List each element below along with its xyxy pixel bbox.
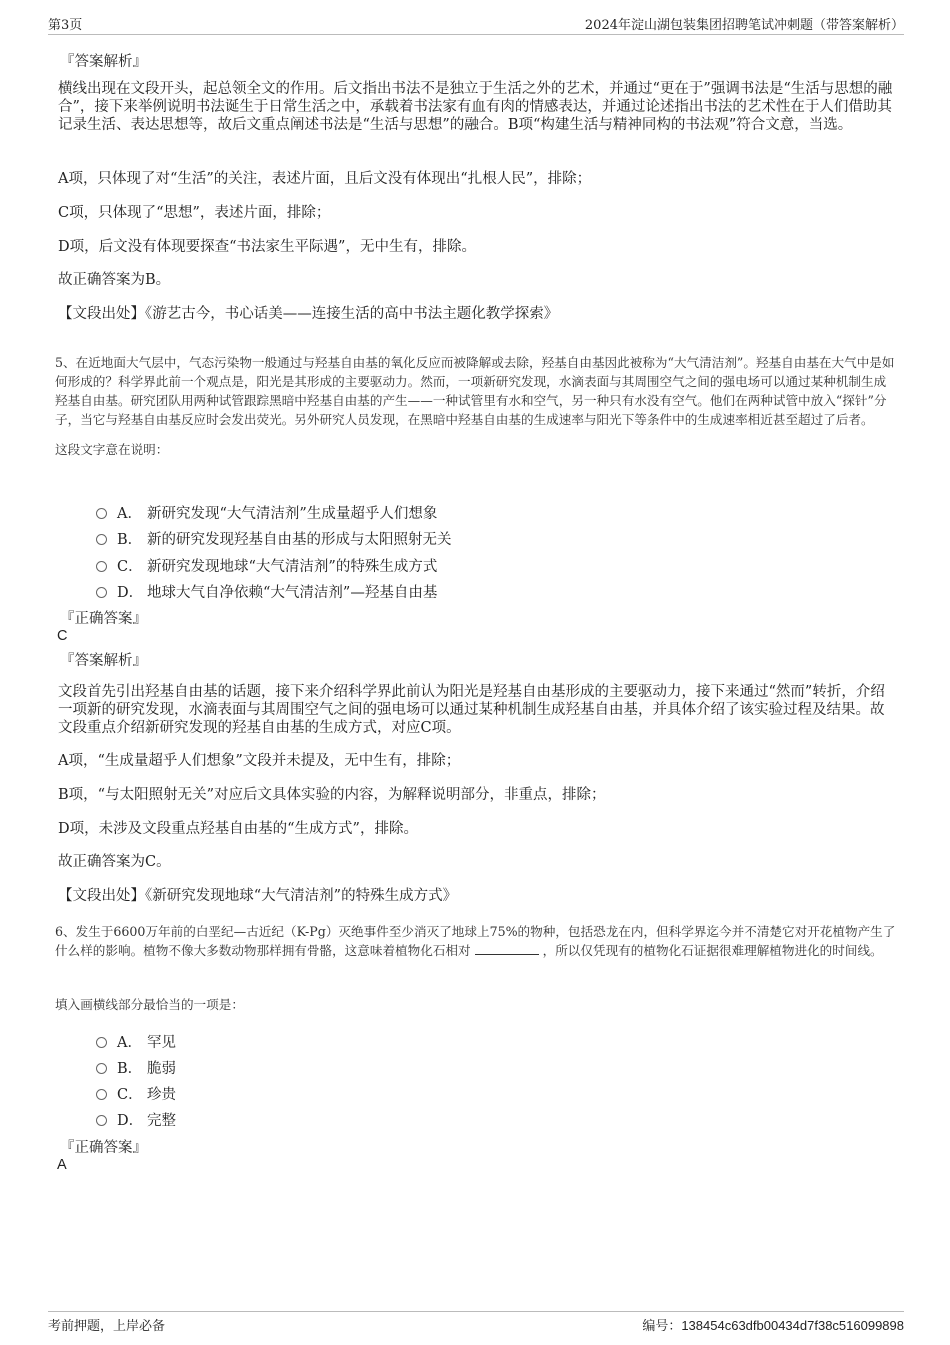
q5-option-b[interactable]: B． 新的研究发现羟基自由基的形成与太阳照射无关: [96, 528, 452, 548]
document-id: 编号：138454c63dfb00434d7f38c516099898: [642, 1318, 904, 1334]
q5-source: 【文段出处】《新研究发现地球“大气清洁剂”的特殊生成方式》: [58, 888, 458, 904]
q5-prompt: 这段文字意在说明：: [55, 442, 169, 457]
radio-icon[interactable]: [96, 1115, 107, 1126]
q6-option-d[interactable]: D． 完整: [96, 1109, 176, 1129]
q5-analysis-option-d: D项，未涉及文段重点羟基自由基的“生成方式”，排除。: [58, 821, 418, 837]
radio-icon[interactable]: [96, 561, 107, 572]
q4-source: 【文段出处】《游艺古今，书心话美——连接生活的高中书法主题化教学探索》: [58, 306, 559, 322]
fill-in-blank: [475, 941, 539, 955]
q4-analysis-option-c: C项，只体现了“思想”，表述片面，排除；: [58, 205, 331, 221]
q5-option-d[interactable]: D． 地球大气自净依赖“大气清洁剂”—羟基自由基: [96, 581, 437, 601]
q4-analysis-text: 横线出现在文段开头，起总领全文的作用。后文指出书法不是独立于生活之外的艺术，并通过“更在于”强调书法是“生活与思想的融合”，接下来举例说明书法诞生于日常生活之中，承载着书法家有血有肉的情感表达，并通过论述指出书法的艺术性在于人们借助其记录生活、表达思想等，故后文重点阐述书法是“生活与思想”的融合。B项“构建生活与精神同构的书法观”符合文意，当选。: [58, 81, 893, 133]
document-title: 2024年淀山湖包装集团招聘笔试冲刺题（带答案解析）: [584, 18, 904, 33]
q5-option-c[interactable]: C． 新研究发现地球“大气清洁剂”的特殊生成方式: [96, 555, 437, 575]
radio-icon[interactable]: [96, 1063, 107, 1074]
q5-correct-answer: C: [57, 628, 68, 644]
q6-option-a[interactable]: A． 罕见: [96, 1031, 176, 1051]
radio-icon[interactable]: [96, 1089, 107, 1100]
radio-icon[interactable]: [96, 1037, 107, 1048]
q5-correct-label: 『正确答案』: [60, 611, 147, 627]
q4-analysis-option-d: D项，后文没有体现要探查“书法家生平际遇”，无中生有，排除。: [58, 239, 476, 255]
page-header: [48, 12, 904, 35]
q5-analysis-label: 『答案解析』: [60, 653, 147, 669]
q6-correct-label: 『正确答案』: [60, 1140, 147, 1156]
q6-stem: 6、发生于6600万年前的白垩纪—古近纪（K-Pg）灭绝事件至少消灭了地球上75%的物种，包括恐龙在内，但科学界迄今并不清楚它对开花植物产生了什么样的影响。植物不像大多数动物那样拥有骨骼，这意味着植物化石相对 ，所以仅凭现有的植物化石证据很难理解植物进化的时间线。: [55, 924, 896, 958]
q4-analysis-label: 『答案解析』: [60, 54, 147, 70]
q5-conclusion: 故正确答案为C。: [58, 854, 171, 870]
footer-slogan: 考前押题，上岸必备: [48, 1319, 166, 1334]
q6-prompt: 填入画横线部分最恰当的一项是：: [55, 997, 244, 1012]
radio-icon[interactable]: [96, 508, 107, 519]
q6-option-b[interactable]: B． 脆弱: [96, 1057, 176, 1077]
radio-icon[interactable]: [96, 587, 107, 598]
radio-icon[interactable]: [96, 534, 107, 545]
q5-analysis-text: 文段首先引出羟基自由基的话题，接下来介绍科学界此前认为阳光是羟基自由基形成的主要驱动力，接下来通过“然而”转折，介绍一项新的研究发现，水滴表面与其周围空气之间的强电场可以通过某种机制生成羟基自由基，并具体介绍了该实验过程及结果。故文段重点介绍新研究发现的羟基自由基的生成方式，对应C项。: [58, 684, 885, 736]
q5-analysis-option-b: B项，“与太阳照射无关”对应后文具体实验的内容，为解释说明部分，非重点，排除；: [58, 787, 606, 803]
q4-conclusion: 故正确答案为B。: [58, 272, 171, 288]
q5-stem: 5、在近地面大气层中，气态污染物一般通过与羟基自由基的氧化反应而被降解或去除，羟基自由基因此被称为“大气清洁剂”。羟基自由基在大气中是如何形成的？科学界此前一个观点是，阳光是其形成的主要驱动力。然而，一项新研究发现，水滴表面与其周围空气之间的强电场可以通过某种机制生成羟基自由基。研究团队用两种试管跟踪黑暗中羟基自由基的产生——一种试管里有水和空气，另一种只有水没有空气。他们在两种试管中放入“探针”分子，当它与羟基自由基反应时会发出荧光。另外研究人员发现，在黑暗中羟基自由基的生成速率与阳光下等条件中的生成速率相近甚至超过了后者。: [55, 355, 895, 427]
page-number: 第3页: [48, 18, 83, 33]
q6-option-c[interactable]: C． 珍贵: [96, 1083, 176, 1103]
q4-analysis-option-a: A项，只体现了对“生活”的关注，表述片面，且后文没有体现出“扎根人民”，排除；: [58, 171, 592, 187]
q5-option-a[interactable]: A． 新研究发现“大气清洁剂”生成量超乎人们想象: [96, 502, 437, 522]
page-footer: [48, 1311, 904, 1336]
q5-analysis-option-a: A项，“生成量超乎人们想象”文段并未提及，无中生有，排除；: [58, 753, 461, 769]
q6-correct-answer: A: [57, 1157, 67, 1173]
